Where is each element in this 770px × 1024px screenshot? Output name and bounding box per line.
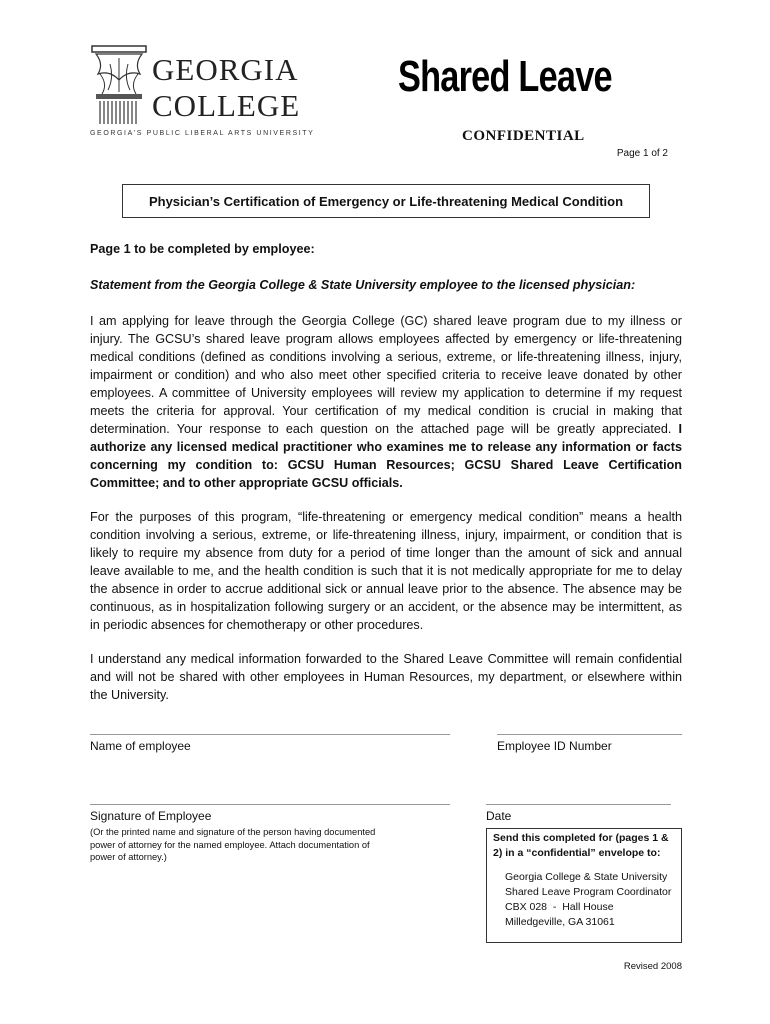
paragraph-authorization — [90, 312, 682, 492]
address-line: CBX 028 - Hall House — [505, 901, 614, 913]
date-label: Date — [486, 809, 512, 823]
mailing-address — [493, 870, 675, 930]
revised-date: Revised 2008 — [623, 961, 682, 972]
form-body — [90, 240, 682, 973]
name-line[interactable] — [90, 734, 450, 735]
paragraph-definition: For the purposes of this program, “life-threatening or emergency medical condition” means a health condition involving a serious, extreme, or life-threatening illness, injury, impairment, or condition that is likely to require my absence from duty for a period of time longer than the amount of sick and annual leave available to me, and the health condition is such that it is not medically appropriate for me to delay the absence in order to accrue additional sick or annual leave prior to the absence. The absence may be continuous, as in hospitalization following surgery or an accident, or the absence may be intermittent, as in periodic absences for chemotherapy or other procedures. — [90, 510, 682, 632]
paragraph-1-text: I am applying for leave through the Georgia College (GC) shared leave program due to my illness or injury. The GCSU’s shared leave program allows employees affected by emergency or life-threatening medical conditions (defined as conditions involving a serious, extreme, or life-threatening illness, injury, impairment or condition) and who also meet other specified criteria to receive leave donated by other employees. A committee of University employees will review my application to determine if my request meets the criteria for approval. Your certification of my medical condition is crucial in making that determination. Your response to each question on the attached page will be greatly appreciated. — [90, 314, 682, 436]
logo-tagline: GEORGIA'S PUBLIC LIBERAL ARTS UNIVERSITY — [90, 130, 315, 137]
signature-fields — [90, 734, 682, 973]
signature-label: Signature of Employee — [90, 809, 212, 823]
address-line: Georgia College & State University — [505, 871, 668, 883]
address-line: Shared Leave Program Coordinator — [505, 886, 672, 898]
paragraph-confidentiality: I understand any medical information forwarded to the Shared Leave Committee will remain confidential and will not be shared with other employees in Human Resources, my department, or elsewhere within the University. — [90, 652, 682, 702]
column-capital-icon — [90, 44, 148, 126]
employee-id-line[interactable] — [497, 734, 682, 735]
authorization-statement: I authorize any licensed medical practitioner who examines me to release any information or facts concerning my condition to: GCSU Human Resources; GCSU Shared Leave Certification Committee; and to other appropriate GCSU officials. — [90, 422, 683, 490]
georgia-college-logo — [90, 44, 315, 140]
address-line: Milledgeville, GA 31061 — [505, 916, 615, 928]
statement-heading: Statement from the Georgia College & State University employee to the licensed physician: — [90, 278, 636, 292]
name-label: Name of employee — [90, 739, 191, 753]
confidential-label: CONFIDENTIAL — [462, 128, 585, 144]
document-title: Shared Leave — [398, 52, 612, 101]
date-line[interactable] — [486, 804, 671, 805]
signature-line[interactable] — [90, 804, 450, 805]
section-heading: Page 1 to be completed by employee: — [90, 242, 315, 256]
send-instructions-box — [486, 828, 682, 943]
logo-word-college: COLLEGE — [152, 88, 301, 123]
employee-id-label: Employee ID Number — [497, 739, 612, 753]
page-number: Page 1 of 2 — [616, 148, 668, 159]
send-instructions-heading: Send this completed for (pages 1 & 2) in a “confidential” envelope to: — [493, 832, 669, 859]
form-title: Physician’s Certification of Emergency or Life-threatening Medical Condition — [122, 184, 650, 218]
logo-word-georgia: GEORGIA — [152, 52, 299, 87]
signature-note: (Or the printed name and signature of the person having documented power of attorney for the named employee. Attach documentation of power of attorney.) — [90, 827, 376, 862]
